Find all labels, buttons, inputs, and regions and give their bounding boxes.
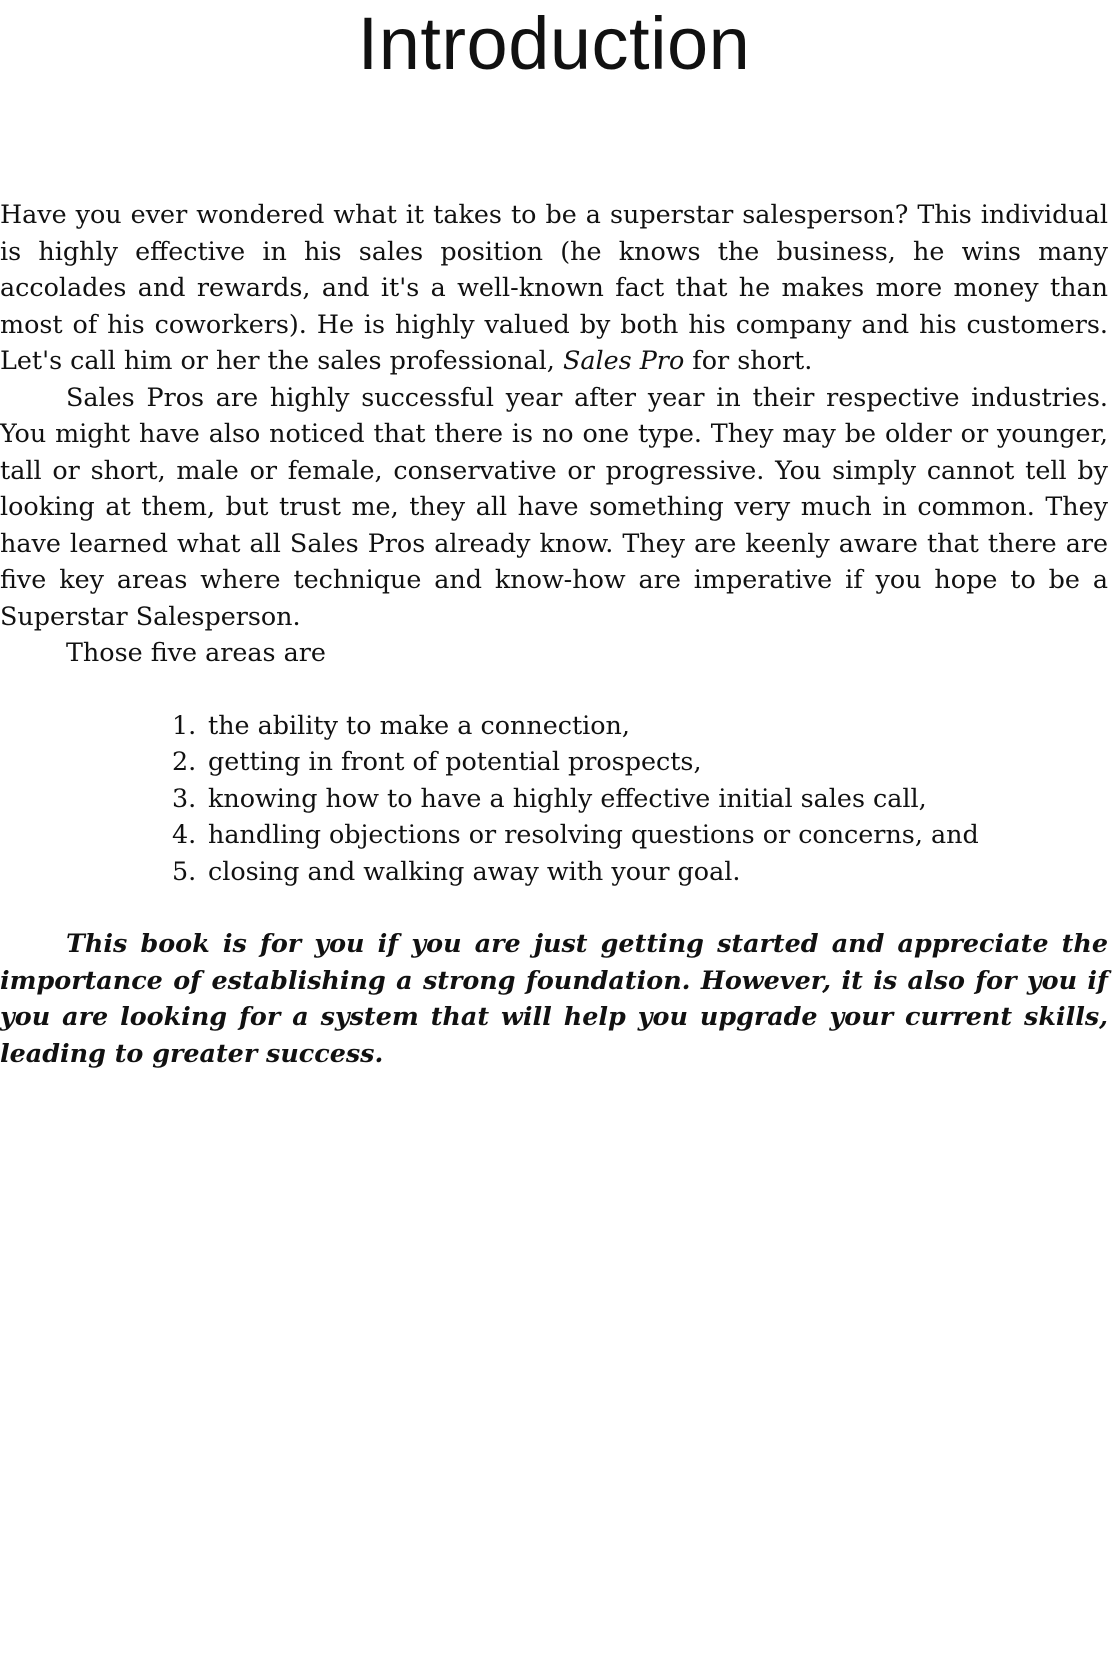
closing-statement: This book is for you if you are just getting started and appreciate the importance of establishing a strong foundation. However, it is also for you if you are looking for a system that will help you upgrade your current skills, leading to greater success. bbox=[0, 928, 1108, 1068]
list-item-text: the ability to make a connection, bbox=[208, 709, 630, 740]
list-item bbox=[0, 743, 1108, 780]
list-item-number: 4. bbox=[172, 819, 197, 849]
paragraph-intro-text: Have you ever wondered what it takes to be a superstar salesperson? This individual is highly effective in his sales position (he knows the business, he wins many accolades and rewards, and it's a well-known fact that he makes more money than most of his coworkers). He is highly valued by both his company and his customers. Let's call him or her the sales professional, bbox=[0, 199, 1108, 375]
list-item-text: knowing how to have a highly effective initial sales call, bbox=[208, 782, 927, 813]
list-item-text: getting in front of potential prospects, bbox=[208, 746, 702, 776]
list-item-number: 5. bbox=[172, 855, 197, 886]
list-item-number: 2. bbox=[172, 746, 197, 776]
list-item-number: 3. bbox=[172, 782, 197, 813]
paragraph-sales-pros: Sales Pros are highly successful year after year in their respective industries. You might have also noticed that there is no one type. They may be older or younger, tall or short, male or female, conservative or progressive. You simply cannot tell by looking at them, but trust me, they all have something very much in common. They have learned what all Sales Pros already know. They are keenly aware that there are five key areas where technique and know-how are imperative if you hope to be a Superstar Salesperson. bbox=[0, 381, 1108, 631]
five-areas-list bbox=[0, 707, 1108, 890]
paragraph-intro bbox=[0, 196, 1108, 379]
list-item bbox=[0, 780, 1108, 817]
list-item-text: closing and walking away with your goal. bbox=[208, 855, 741, 886]
list-item bbox=[0, 707, 1108, 744]
list-item-text: handling objections or resolving questions or concerns, and bbox=[208, 819, 979, 849]
list-item bbox=[0, 816, 1108, 853]
sales-pro-term: Sales Pro bbox=[562, 345, 685, 375]
paragraph-five-areas: Those five areas are bbox=[66, 637, 326, 667]
page-body bbox=[0, 196, 1108, 1071]
list-item bbox=[0, 853, 1108, 890]
paragraph-intro-end: for short. bbox=[684, 345, 813, 375]
page-title: Introduction bbox=[357, 2, 751, 85]
list-item-number: 1. bbox=[172, 709, 197, 740]
